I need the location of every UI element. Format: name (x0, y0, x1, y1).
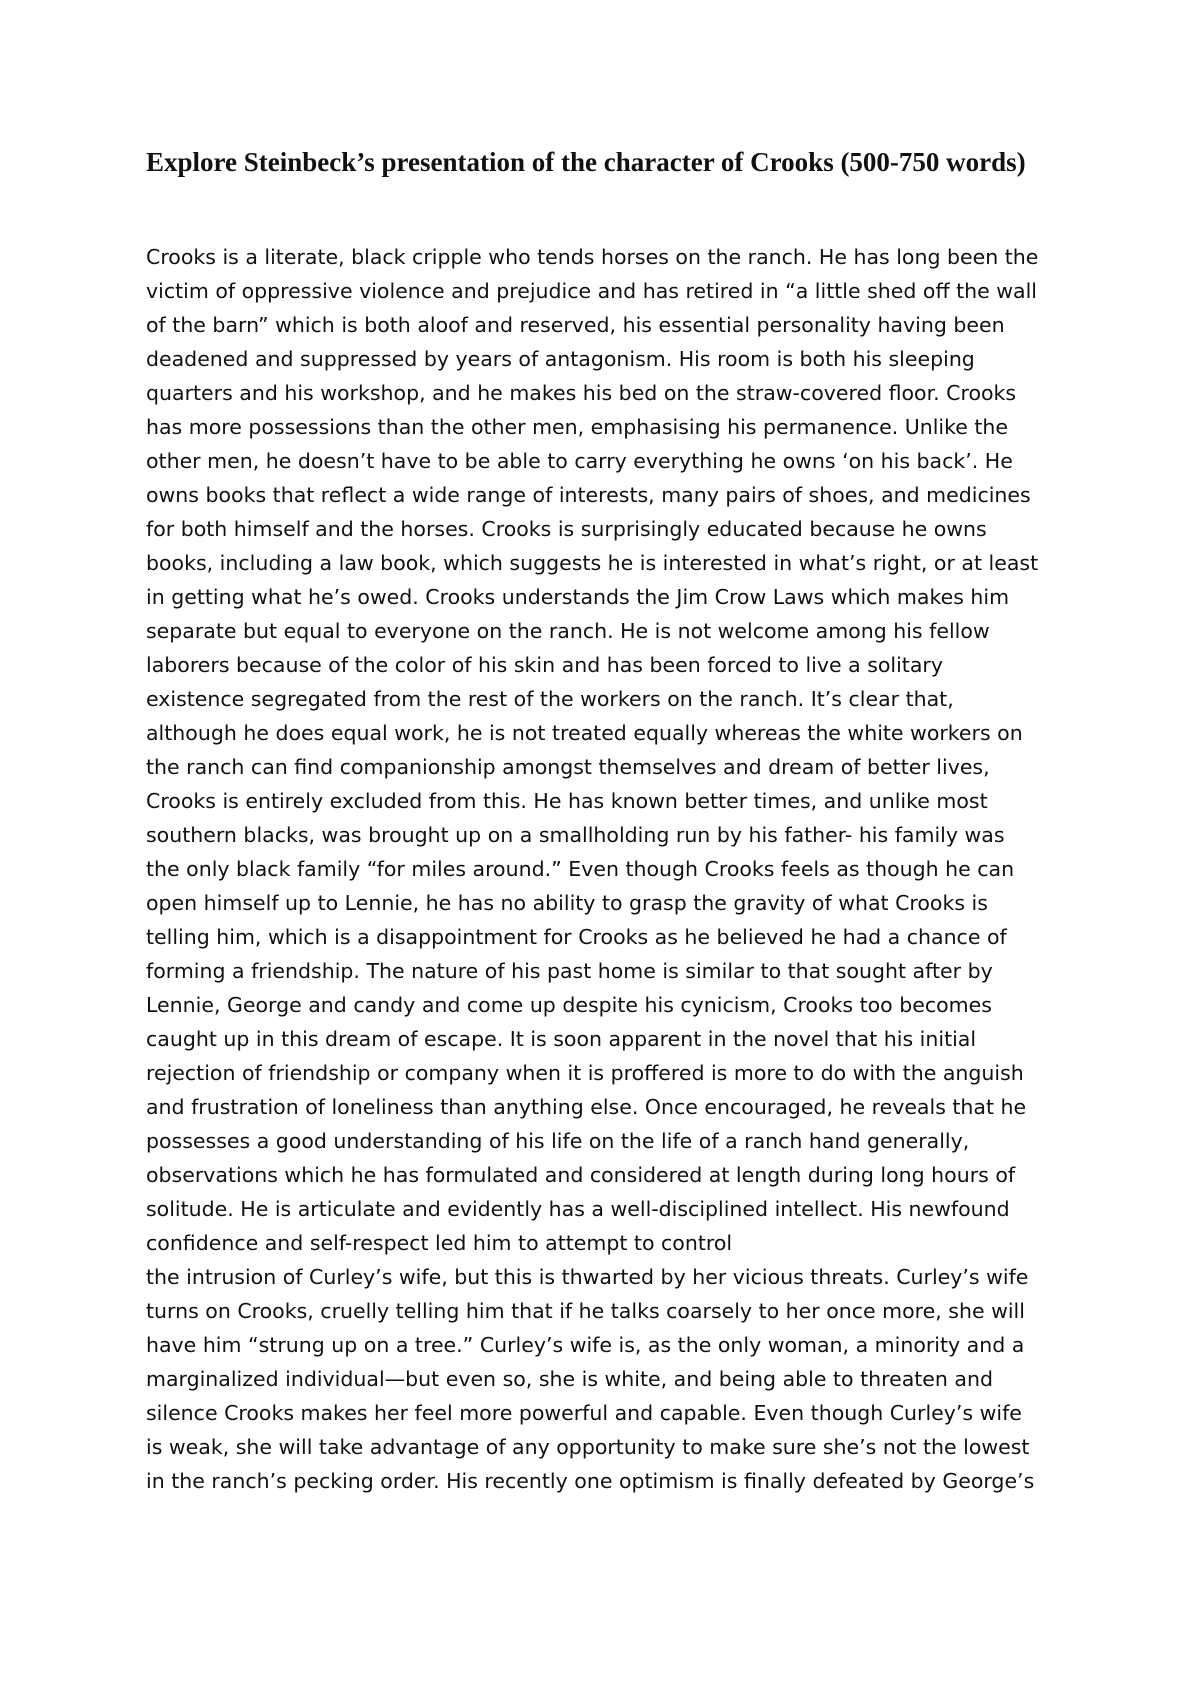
essay-line: solitude. He is articulate and evidently has a well-disciplined intellect. His newfound (146, 1197, 1010, 1221)
essay-line: is weak, she will take advantage of any opportunity to make sure she’s not the lowest (146, 1435, 1030, 1459)
essay-line: victim of oppressive violence and prejudice and has retired in “a little shed off the wall (146, 279, 1037, 303)
essay-line: caught up in this dream of escape. It is soon apparent in the novel that his initial (146, 1027, 977, 1051)
essay-line: the ranch can find companionship amongst themselves and dream of better lives, (146, 755, 990, 779)
essay-line: owns books that reflect a wide range of interests, many pairs of shoes, and medicines (146, 483, 1031, 507)
essay-line: although he does equal work, he is not treated equally whereas the white workers on (146, 721, 1023, 745)
essay-line: other men, he doesn’t have to be able to carry everything he owns ‘on his back’. He (146, 449, 1013, 473)
essay-line: the only black family “for miles around.” Even though Crooks feels as though he can (146, 857, 1015, 881)
essay-line: possesses a good understanding of his life on the life of a ranch hand generally, (146, 1129, 970, 1153)
essay-line: have him “strung up on a tree.” Curley’s wife is, as the only woman, a minority and a (146, 1333, 1025, 1357)
essay-line: Lennie, George and candy and come up despite his cynicism, Crooks too becomes (146, 993, 992, 1017)
essay-line: has more possessions than the other men, emphasising his permanence. Unlike the (146, 415, 1009, 439)
essay-line: Crooks is entirely excluded from this. He has known better times, and unlike most (146, 789, 988, 813)
essay-line: silence Crooks makes her feel more powerful and capable. Even though Curley’s wife (146, 1401, 1022, 1425)
essay-line: quarters and his workshop, and he makes his bed on the straw-covered floor. Crooks (146, 381, 1017, 405)
essay-line: existence segregated from the rest of the workers on the ranch. It’s clear that, (146, 687, 954, 711)
essay-line: of the barn” which is both aloof and reserved, his essential personality having been (146, 313, 1005, 337)
essay-line: telling him, which is a disappointment for Crooks as he believed he had a chance of (146, 925, 1007, 949)
essay-line: for both himself and the horses. Crooks is surprisingly educated because he owns (146, 517, 987, 541)
essay-title: Explore Steinbeck’s presentation of the character of Crooks (500-750 words) (146, 147, 1026, 177)
essay-line: forming a friendship. The nature of his past home is similar to that sought after by (146, 959, 993, 983)
essay-line: marginalized individual—but even so, she is white, and being able to threaten and (146, 1367, 993, 1391)
essay-line: separate but equal to everyone on the ranch. He is not welcome among his fellow (146, 619, 990, 643)
essay-line: open himself up to Lennie, he has no ability to grasp the gravity of what Crooks is (146, 891, 988, 915)
essay-line: laborers because of the color of his skin and has been forced to live a solitary (146, 653, 943, 677)
essay-line: turns on Crooks, cruelly telling him that if he talks coarsely to her once more, she will (146, 1299, 1025, 1323)
essay-line: confidence and self-respect led him to attempt to control (146, 1231, 733, 1255)
essay-line: the intrusion of Curley’s wife, but this is thwarted by her vicious threats. Curley’s wife (146, 1265, 1029, 1289)
essay-line: and frustration of loneliness than anything else. Once encouraged, he reveals that he (146, 1095, 1027, 1119)
essay-line: southern blacks, was brought up on a smallholding run by his father- his family was (146, 823, 1005, 847)
essay-body (146, 240, 1046, 1498)
essay-line: in getting what he’s owed. Crooks understands the Jim Crow Laws which makes him (146, 585, 1010, 609)
essay-line: rejection of friendship or company when it is proffered is more to do with the anguish (146, 1061, 1024, 1085)
essay-line: in the ranch’s pecking order. His recently one optimism is finally defeated by George’s (146, 1469, 1035, 1493)
essay-line: Crooks is a literate, black cripple who tends horses on the ranch. He has long been the (146, 245, 1039, 269)
essay-line: observations which he has formulated and considered at length during long hours of (146, 1163, 1016, 1187)
essay-line: deadened and suppressed by years of antagonism. His room is both his sleeping (146, 347, 975, 371)
essay-line: books, including a law book, which suggests he is interested in what’s right, or at least (146, 551, 1039, 575)
